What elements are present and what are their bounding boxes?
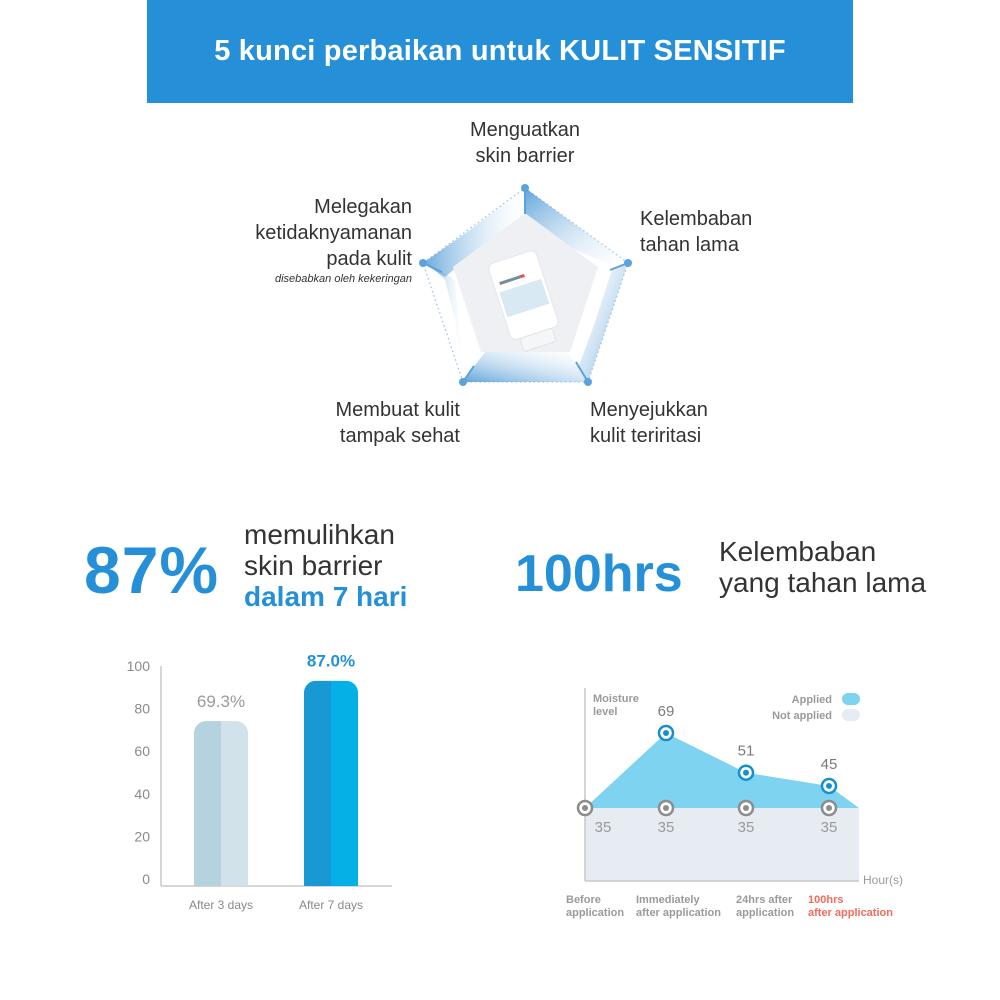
radar-label-top-line1: Menguatkan xyxy=(469,119,581,141)
legend-not-applied-label: Not applied xyxy=(772,710,832,722)
radar-label-bottom-left-line2: tampak sehat xyxy=(339,425,460,447)
not-applied-value-label: 35 xyxy=(820,819,838,836)
radar-label-left-line1: Melegakan xyxy=(314,196,412,218)
legend-applied-label: Applied xyxy=(791,694,832,706)
radar-label-bottom-left-line1: Membuat kulit xyxy=(335,399,460,421)
applied-point xyxy=(739,766,753,780)
bar-category-label: After 7 days xyxy=(298,898,364,912)
radar-label-left-line3: pada kulit xyxy=(326,248,412,270)
area-x-category-label: Immediately after application xyxy=(636,894,721,919)
applied-point xyxy=(822,779,836,793)
radar-label-left-line2: ketidaknyamanan xyxy=(255,222,412,244)
stat2-line2: yang tahan lama xyxy=(719,567,927,598)
bar-y-tick-label: 100 xyxy=(126,658,150,674)
area-chart-ylabel-line2: level xyxy=(593,706,618,718)
area-x-category-label: 24hrs after application xyxy=(736,894,795,919)
bar-y-tick-label: 60 xyxy=(134,743,150,760)
bar-y-tick-label: 20 xyxy=(134,828,150,845)
stat2-line1: Kelembaban xyxy=(719,536,877,567)
not-applied-point xyxy=(659,801,673,815)
bar-value-label: 69.3% xyxy=(196,692,246,712)
applied-point xyxy=(659,726,673,740)
stat1-line2: skin barrier xyxy=(244,550,383,581)
bar-value-label: 87.0% xyxy=(306,651,356,671)
radar-label-right-line1: Kelembaban xyxy=(640,208,753,230)
not-applied-value-label: 35 xyxy=(737,819,755,836)
radar-label-right-line2: tahan lama xyxy=(640,234,739,256)
area-x-category-label: Before application xyxy=(566,894,625,919)
not-applied-point xyxy=(739,801,753,815)
applied-value-label: 45 xyxy=(820,755,838,773)
not-applied-value-label: 35 xyxy=(657,819,675,836)
not-applied-value-label: 35 xyxy=(594,819,612,836)
bar-y-tick-label: 80 xyxy=(134,700,150,717)
area-chart-ylabel-line1: Moisture xyxy=(593,693,639,705)
radar-label-bottom-right-line1: Menyejukkan xyxy=(590,399,708,421)
legend-not-applied-swatch xyxy=(842,709,860,721)
stat1-line3: dalam 7 hari xyxy=(244,581,408,612)
banner-title: 5 kunci perbaikan untuk KULIT SENSITIF xyxy=(214,35,786,67)
bar-y-tick-label: 40 xyxy=(134,785,150,802)
area-applied-fill xyxy=(585,733,859,808)
area-x-category-label: 100hrs after application xyxy=(808,894,893,919)
not-applied-point xyxy=(822,801,836,815)
radar-label-bottom-right-line2: kulit teriritasi xyxy=(590,425,702,447)
stat-100hrs: 100hrs xyxy=(515,545,683,603)
bar-category-label: After 3 days xyxy=(188,898,254,912)
applied-value-label: 69 xyxy=(657,703,675,720)
not-applied-point xyxy=(578,801,592,815)
radar-label-top-line2: skin barrier xyxy=(475,145,575,167)
legend-applied-swatch xyxy=(842,693,860,705)
radar-label-left-note: disebabkan oleh kekeringan xyxy=(275,273,412,285)
applied-value-label: 51 xyxy=(737,742,755,760)
stat1-line1: memulihkan xyxy=(244,519,395,550)
area-not-applied-fill xyxy=(585,808,859,881)
area-chart-xlabel: Hour(s) xyxy=(863,873,904,887)
stat-87-percent: 87% xyxy=(84,533,220,607)
bar-y-tick-label: 0 xyxy=(142,871,150,887)
